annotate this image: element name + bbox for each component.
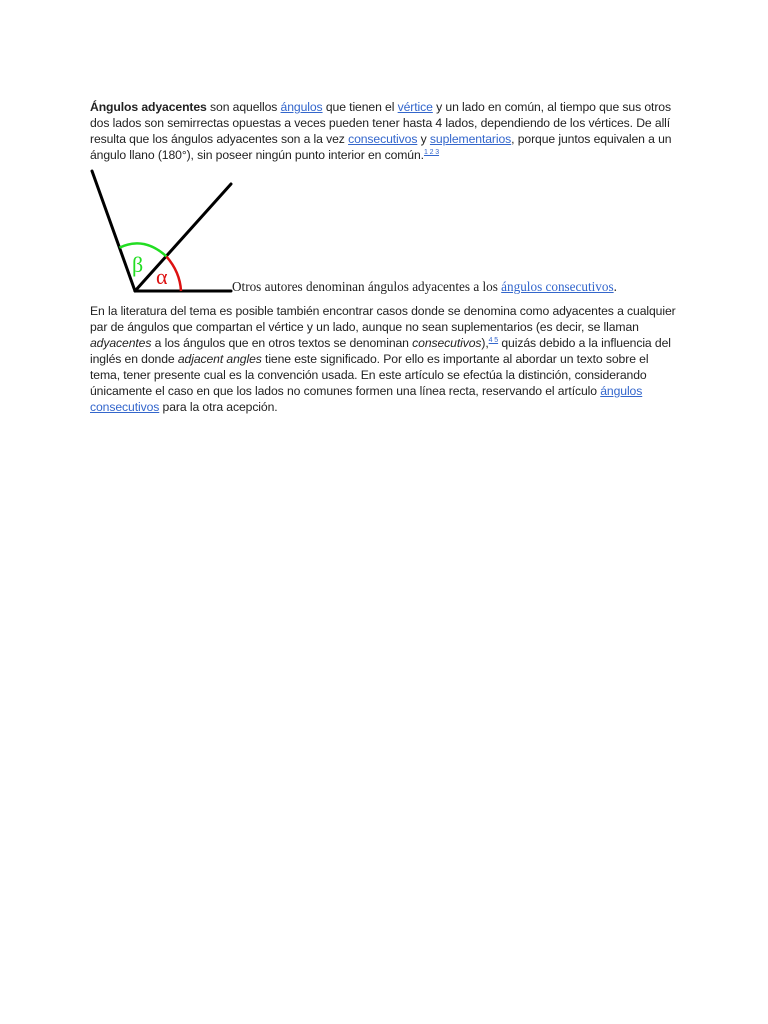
italic-term: adyacentes [90,336,152,350]
link-vertice[interactable]: vértice [397,100,433,114]
reference-link[interactable]: 1 2 3 [423,148,440,156]
link-suplementarios[interactable]: suplementarios [429,132,512,146]
link-angulos-consecutivos[interactable]: ángulos consecutivos [90,384,643,414]
intro-paragraph [90,99,676,163]
body-paragraph [90,303,676,415]
alpha-label: α [156,264,168,289]
text-run: En la literatura del tema es posible también encontrar casos donde se denomina como adyacentes a cualquier par de ángulos que compartan el vértice y un lado, aunque no sean suplementarios (es decir, se llaman [90,304,676,334]
text-run: y un lado en común, al tiempo que sus otros dos lados son semirrectas opuestas a veces pueden tener hasta 4 lados, dependiendo de los vértices. De allí resulta que los ángulos adyacentes son a la vez [90,100,671,146]
caption-end: . [613,279,617,294]
text-run: a los ángulos que en otros textos se denominan [151,336,413,350]
italic-term: consecutivos [412,336,482,350]
beta-label: β [132,252,144,277]
link-consecutivos[interactable]: consecutivos [348,132,418,146]
text-run: son aquellos [206,100,281,114]
left-ray [92,171,135,291]
term-heading: Ángulos adyacentes [90,100,207,114]
link-angulos-consecutivos[interactable]: ángulos consecutivos [501,279,614,294]
text-run: , porque juntos equivalen a un ángulo llano (180°), sin poseer ningún punto interior en común. [90,132,672,162]
figure-caption [232,279,617,295]
text-run: que tienen el [322,100,398,114]
alpha-arc [166,256,181,291]
text-run: y [417,132,430,146]
link-angulos[interactable]: ángulos [280,100,323,114]
italic-term: adjacent angles [177,352,262,366]
adjacent-angles-figure [88,168,234,296]
text-run: tiene este significado. Por ello es importante al abordar un texto sobre el tema, tener presente cual es la convención usada. En este artículo se efectúa la distinción, considerando únicamente el caso en que los lados no comunes formen una línea recta, reservando el artículo [90,352,649,398]
middle-ray [135,184,231,291]
text-run: quizás debido a la influencia del inglés en donde [90,336,671,366]
caption-text: Otros autores denominan ángulos adyacentes a los [232,279,502,294]
text-run: ), [481,336,489,350]
reference-link[interactable]: 4 5 [488,336,499,344]
text-run: para la otra acepción. [159,400,278,414]
